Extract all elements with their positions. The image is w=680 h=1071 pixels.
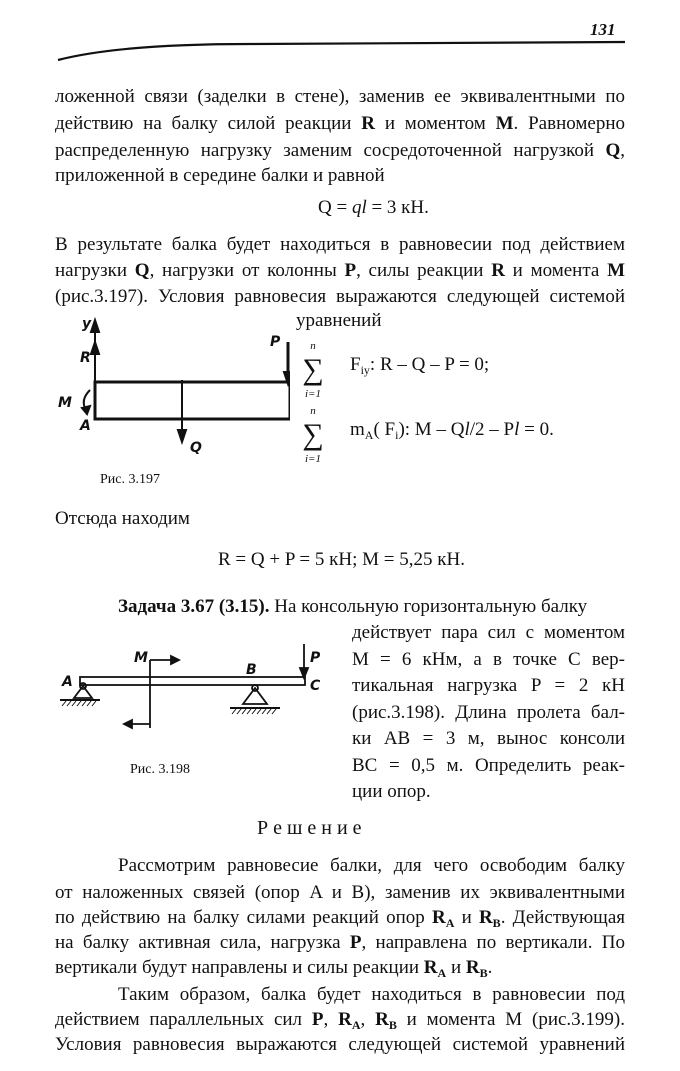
text-segment: A — [437, 966, 447, 980]
label-m: M — [58, 395, 72, 411]
text-segment: приложенной в середине балки и равной — [55, 165, 385, 186]
figure-caption-3-198: Рис. 3.198 — [130, 762, 190, 777]
sigma: ∑ — [302, 418, 324, 451]
sum-upper: n — [310, 340, 316, 352]
text-segment: На консольную горизонтальную балку — [269, 596, 588, 617]
text-segment: R — [375, 1009, 389, 1030]
text-segment: Q = — [318, 197, 352, 218]
figure-3-197 — [40, 312, 290, 466]
text-line-p5-3 — [55, 1034, 625, 1056]
text-segment: Q — [134, 260, 150, 281]
text-segment: В результате балка будет находиться в равновесии под действием — [55, 234, 625, 255]
sum-symbol-2 — [298, 405, 328, 465]
text-segment: Рассмотрим равновесие балки, для чего освободим балку — [118, 855, 625, 876]
label-p: P — [310, 650, 321, 666]
text-segment: , — [323, 1009, 339, 1030]
text-segment: вертикали будут направлены и силы реакции — [55, 957, 424, 978]
text-segment: и — [454, 907, 479, 928]
text-segment: R — [478, 907, 493, 928]
text-segment: BC = 0,5 м. Определить реак- — [352, 755, 625, 776]
text-line-p1-4 — [55, 165, 385, 187]
text-line-task-3 — [352, 649, 625, 671]
page-number: 131 — [590, 20, 616, 39]
text-segment: m — [350, 419, 365, 440]
text-line-p2-1 — [55, 234, 625, 256]
text-line-eq-q — [318, 197, 429, 219]
text-line-p1-3 — [55, 140, 625, 162]
text-line-task-5 — [352, 702, 625, 724]
label-r: R — [80, 350, 91, 366]
text-segment: P — [311, 1009, 324, 1030]
text-segment: F — [350, 354, 361, 375]
text-line-task-7 — [352, 755, 625, 777]
text-segment: R — [361, 113, 376, 134]
sigma: ∑ — [302, 353, 324, 386]
text-segment: M — [495, 113, 514, 134]
text-line-p4-1 — [118, 855, 625, 877]
sum-symbol-1 — [298, 340, 328, 400]
text-segment: ( F — [373, 419, 396, 440]
text-line-task-4 — [352, 675, 625, 697]
text-segment: = 3 кН. — [366, 197, 429, 218]
text-segment: B — [492, 916, 501, 930]
text-segment: ки AB = 3 м, вынос консоли — [352, 728, 625, 749]
text-segment: действию на балку силой реакции — [55, 113, 362, 134]
text-segment: R — [465, 957, 480, 978]
text-segment: на балку активная сила, нагрузка — [55, 932, 350, 953]
text-segment: и моментом — [375, 113, 496, 134]
text-segment: A — [351, 1018, 361, 1032]
text-segment: P — [344, 260, 357, 281]
text-segment: ложенной связи (заделки в стене), заменив ее эквивалентными по — [55, 86, 625, 107]
text-segment: R = Q + P = 5 кН; M = 5,25 кН. — [218, 549, 465, 570]
text-segment: Задача 3.67 (3.15). — [118, 596, 270, 617]
text-segment: A — [364, 428, 374, 442]
text-segment: действием параллельных сил — [55, 1009, 312, 1030]
sum-upper: n — [310, 405, 316, 417]
text-segment: ): M – Q — [398, 419, 465, 440]
text-segment: нагрузки — [55, 260, 135, 281]
label-p: P — [270, 334, 281, 350]
text-segment: распределенную нагрузку заменим сосредоточенной нагрузкой — [55, 140, 606, 161]
text-segment: действует пара сил с моментом — [352, 622, 625, 643]
label-m: M — [134, 650, 148, 666]
text-line-p3-1 — [55, 508, 190, 530]
figure-3-198 — [50, 622, 348, 730]
label-a: A — [62, 674, 73, 690]
text-segment: P — [349, 932, 362, 953]
text-segment: ции опор. — [352, 781, 431, 802]
text-line-task-1 — [118, 596, 587, 618]
label-b: B — [246, 662, 257, 678]
text-line-p5-1 — [118, 984, 625, 1006]
text-segment: , нагрузки от колонны — [149, 260, 345, 281]
text-line-p2-2 — [55, 260, 625, 282]
text-segment: R — [491, 260, 505, 281]
text-segment: Таким образом, балка будет находиться в равновесии под — [118, 984, 625, 1005]
text-segment: . Действующая — [500, 907, 625, 928]
text-line-p1-2 — [55, 113, 625, 135]
sum-lower: i=1 — [305, 388, 321, 400]
text-segment: M — [607, 260, 625, 281]
text-segment: . Равномерно — [513, 113, 626, 134]
text-segment: l — [464, 419, 470, 440]
text-segment: Р е ш е н и е — [257, 817, 362, 839]
text-segment: = 0. — [519, 419, 554, 440]
text-segment: , силы реакции — [356, 260, 492, 281]
text-segment: R — [423, 957, 438, 978]
text-segment: и момента — [504, 260, 608, 281]
text-line-p4-2 — [55, 882, 625, 904]
text-segment: iy — [360, 363, 370, 377]
text-segment: по действию на балку силами реакций опор — [55, 907, 432, 928]
figure-caption-3-197: Рис. 3.197 — [100, 472, 160, 487]
text-line-task-2 — [352, 622, 625, 644]
text-segment: (рис.3.197). Условия равновесия выражаются следующей системой — [55, 286, 625, 307]
text-segment: , направлена по вертикали. По — [361, 932, 625, 953]
label-c: C — [310, 678, 321, 694]
text-segment: l — [514, 419, 520, 440]
text-segment: ql — [351, 197, 367, 218]
text-segment: , — [360, 1009, 376, 1030]
text-line-eq-3 — [218, 549, 465, 571]
text-line-p1-1 — [55, 86, 625, 108]
text-line-eq-1 — [350, 354, 489, 376]
text-line-p4-3 — [55, 907, 625, 929]
text-segment: , — [620, 140, 625, 161]
text-segment: Условия равновесия выражаются следующей системой уравнений — [55, 1034, 625, 1055]
text-line-eq-2 — [350, 419, 554, 441]
label-q: Q — [190, 440, 202, 456]
text-line-p5-2 — [55, 1009, 625, 1031]
text-line-task-8 — [352, 781, 431, 803]
text-segment: уравнений — [296, 310, 382, 331]
text-segment: и — [446, 957, 466, 978]
text-segment: Q — [605, 140, 621, 161]
text-segment: тикальная нагрузка P = 2 кН — [352, 675, 625, 696]
text-segment: и момента M (рис.3.199). — [396, 1009, 625, 1030]
text-segment: R — [431, 907, 446, 928]
text-line-sol-title — [257, 817, 362, 839]
text-line-p4-4 — [55, 932, 625, 954]
label-y: y — [82, 316, 92, 332]
text-segment: A — [445, 916, 455, 930]
text-segment: B — [388, 1018, 397, 1032]
sum-lower: i=1 — [305, 453, 321, 465]
text-segment: /2 – P — [469, 419, 515, 440]
label-a: A — [80, 418, 91, 434]
text-segment: R — [338, 1009, 352, 1030]
text-line-task-6 — [352, 728, 625, 750]
header-rule — [0, 0, 680, 80]
text-segment: : R – Q – P = 0; — [369, 354, 490, 375]
text-segment: от наложенных связей (опор A и B), заменив их эквивалентными — [55, 882, 625, 903]
text-segment: (рис.3.198). Длина пролета бал- — [352, 702, 625, 723]
text-segment: Отсюда находим — [55, 508, 190, 529]
text-segment: B — [479, 966, 488, 980]
text-line-p2-4 — [296, 310, 382, 332]
text-segment: i — [395, 428, 399, 442]
text-line-p2-3 — [55, 286, 625, 308]
text-segment: M = 6 кНм, а в точке C вер- — [352, 649, 625, 670]
text-segment: . — [487, 957, 493, 978]
text-line-p4-5 — [55, 957, 492, 979]
